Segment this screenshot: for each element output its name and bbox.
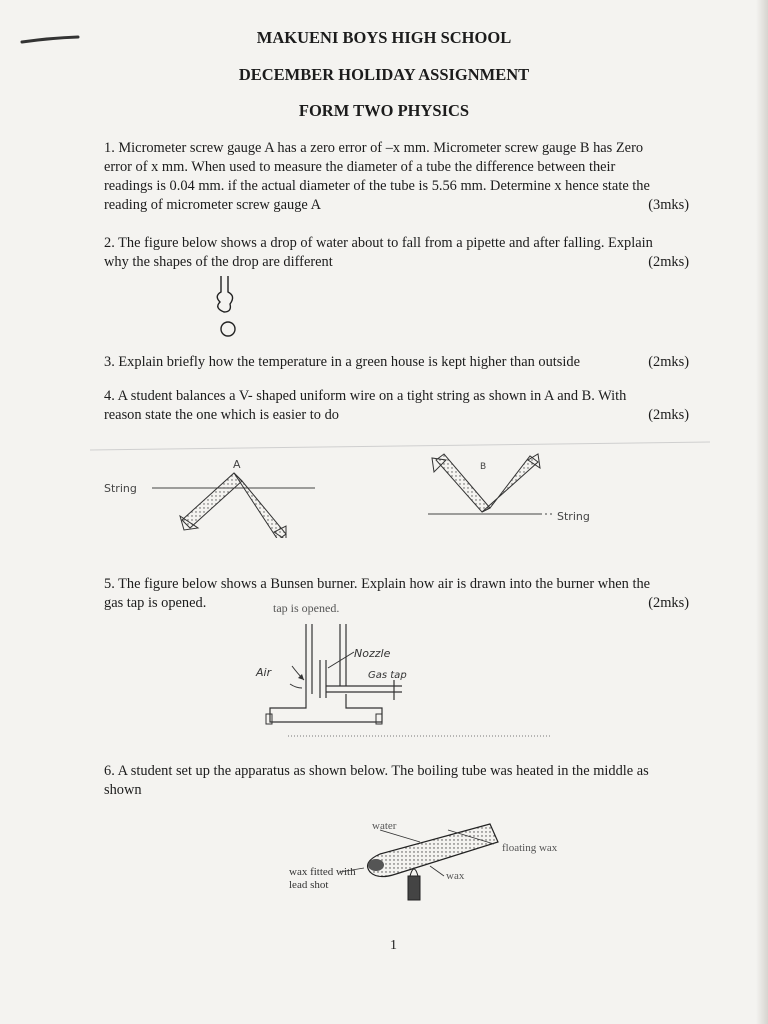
question-2-marks: (2mks) [648,254,689,270]
label-water: water [372,820,397,832]
question-1-line: reading of micrometer screw gauge A [104,197,321,213]
question-1-marks: (3mks) [648,197,689,213]
wire-a-right-arm [234,473,286,538]
question-4 [104,387,689,425]
label-nozzle: Nozzle [354,647,391,660]
question-5-line: 5. The figure below shows a Bunsen burner. Explain how air is drawn into the burner when the [104,576,651,592]
question-1-line: readings is 0.04 mm. if the actual diameter of the tube is 5.56 mm. Determine x hence state the [104,178,650,194]
subject-title: FORM TWO PHYSICS [298,101,470,120]
label-string-right: String [557,510,590,523]
assignment-title: DECEMBER HOLIDAY ASSIGNMENT [238,65,530,84]
label-air: Air [256,666,272,679]
question-2 [104,234,689,272]
question-5-marks: (2mks) [648,595,689,611]
wire-b-right-arm [482,456,538,512]
question-4-line: reason state the one which is easier to do [104,407,339,423]
question-5-line: gas tap is opened. [104,595,207,611]
label-string-left: String [104,482,137,495]
label-gas-tap: Gas tap [368,670,407,681]
school-name: MAKUENI BOYS HIGH SCHOOL [256,28,512,47]
question-1-line: 1. Micrometer screw gauge A has a zero error of –x mm. Micrometer screw gauge B has Zero [104,140,644,156]
question-5 [104,575,689,613]
question-6-line: 6. A student set up the apparatus as shown below. The boiling tube was heated in the middle as [104,763,649,779]
label-b: B [480,462,487,472]
label-a: A [233,458,241,471]
water-drop-figure [210,272,250,344]
question-1 [104,139,689,215]
question-3-line: 3. Explain briefly how the temperature in a green house is kept higher than outside [104,354,580,370]
label-wax: wax [446,870,465,882]
label-wax-fitted: wax fitted with [289,866,356,878]
question-4-line: 4. A student balances a V- shaped uniform wire on a tight string as shown in A and B. With [104,388,627,404]
question-4-marks: (2mks) [648,407,689,423]
question-6 [104,762,689,800]
page-edge-shadow [756,0,768,1024]
question-2-line: why the shapes of the drop are different [104,254,333,270]
v-wire-figure [90,438,710,538]
bunsen-caption: tap is opened. [273,601,340,615]
label-lead-shot: lead shot [289,879,329,891]
question-3-marks: (2mks) [648,354,689,370]
question-3 [104,353,689,372]
boiling-tube-figure [340,818,520,908]
label-floating-wax: floating wax [502,842,558,854]
wire-a-left-arm [182,473,242,528]
question-6-line: shown [104,782,142,798]
question-2-line: 2. The figure below shows a drop of water about to fall from a pipette and after falling. Explain [104,235,653,251]
bunsen-burner-figure [262,622,562,742]
page-number: 1 [390,938,397,953]
question-1-line: error of x mm. When used to measure the diameter of a tube the difference between their [104,159,616,175]
